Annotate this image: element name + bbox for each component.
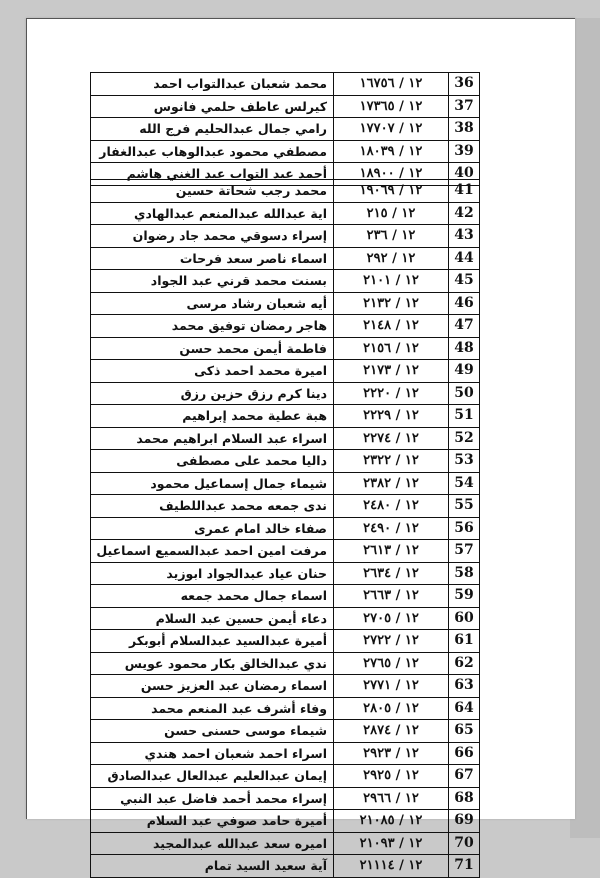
student-name: دينا كرم رزق حزين رزق (91, 382, 334, 405)
registration-code: ١٢ / ١٦٧٥٦ (334, 73, 449, 96)
table-row (91, 630, 480, 653)
row-number: 36 (449, 73, 480, 96)
table-row (91, 517, 480, 540)
student-name: رامي جمال عبدالحليم فرج الله (91, 118, 334, 141)
row-number: 50 (449, 382, 480, 405)
table-row (91, 472, 480, 495)
registration-code: ١٢ / ٢٤٩٠ (334, 517, 449, 540)
registration-code: ١٢ / ٢١٣٢ (334, 292, 449, 315)
registration-code: ١٢ / ٢٢٧٤ (334, 427, 449, 450)
student-name: اسماء رمضان عبد العزيز حسن (91, 675, 334, 698)
registration-code: ١٢ / ١٨٠٣٩ (334, 140, 449, 163)
table-row (91, 315, 480, 338)
registration-code: ١٢ / ٢٢٢٠ (334, 382, 449, 405)
table-row (91, 337, 480, 360)
row-number: 70 (449, 832, 480, 855)
row-number: 65 (449, 720, 480, 743)
table-row (91, 787, 480, 810)
row-number: 37 (449, 95, 480, 118)
student-name: هبة عطية محمد إبراهيم (91, 405, 334, 428)
table-row (91, 360, 480, 383)
student-name: اسماء جمال محمد جمعه (91, 585, 334, 608)
roster-table-bottom (90, 179, 480, 878)
row-number: 60 (449, 607, 480, 630)
registration-code: ١٢ / ٢١٥ (334, 202, 449, 225)
student-name: ندى جمعه محمد عبداللطيف (91, 495, 334, 518)
student-name: إسراء محمد أحمد فاضل عبد النبي (91, 787, 334, 810)
row-number: 71 (449, 855, 480, 878)
row-number: 64 (449, 697, 480, 720)
student-name: ندي عبدالخالق بكار محمود عويس (91, 652, 334, 675)
student-name: أميرة حامد صوفي عبد السلام (91, 810, 334, 833)
student-name: اميرة محمد احمد ذكى (91, 360, 334, 383)
registration-code: ١٢ / ٢٧٠٥ (334, 607, 449, 630)
student-name: دعاء أيمن حسين عبد السلام (91, 607, 334, 630)
table-row (91, 118, 480, 141)
row-number: 53 (449, 450, 480, 473)
registration-code: ١٢ / ٢٢٢٩ (334, 405, 449, 428)
table-row (91, 607, 480, 630)
row-number: 69 (449, 810, 480, 833)
registration-code: ١٢ / ٢٦١٣ (334, 540, 449, 563)
student-name: اسماء ناصر سعد فرحات (91, 247, 334, 270)
row-number: 45 (449, 270, 480, 293)
table-row (91, 180, 480, 203)
row-number: 51 (449, 405, 480, 428)
registration-code: ١٢ / ١٧٣٦٥ (334, 95, 449, 118)
registration-code: ١٢ / ٢١٤٨ (334, 315, 449, 338)
student-name: محمد شعبان عبدالتواب احمد (91, 73, 334, 96)
row-number: 67 (449, 765, 480, 788)
table-row (91, 652, 480, 675)
registration-code: ١٢ / ٢١١١٤ (334, 855, 449, 878)
student-name: أيه شعبان رشاد مرسى (91, 292, 334, 315)
registration-code: ١٢ / ٢١٠١ (334, 270, 449, 293)
table-row (91, 810, 480, 833)
table-row (91, 202, 480, 225)
registration-code: ١٢ / ٢٩٢٣ (334, 742, 449, 765)
registration-code: ١٢ / ٢٩٢ (334, 247, 449, 270)
table-row (91, 855, 480, 878)
table-row (91, 765, 480, 788)
student-name: فاطمة أيمن محمد حسن (91, 337, 334, 360)
table-row (91, 495, 480, 518)
row-number: 47 (449, 315, 480, 338)
registration-code: ١٢ / ٢٩٢٥ (334, 765, 449, 788)
registration-code: ١٢ / ٢٦٦٣ (334, 585, 449, 608)
row-number: 42 (449, 202, 480, 225)
student-name: شيماء موسى حسنى حسن (91, 720, 334, 743)
student-name: مصطفي محمود عبدالوهاب عبدالغفار (91, 140, 334, 163)
table-row (91, 562, 480, 585)
table-row (91, 450, 480, 473)
row-number: 59 (449, 585, 480, 608)
registration-code: ١٢ / ٢٤٨٠ (334, 495, 449, 518)
table-row (91, 95, 480, 118)
row-number: 55 (449, 495, 480, 518)
student-name: صفاء خالد امام عمرى (91, 517, 334, 540)
row-number: 48 (449, 337, 480, 360)
roster-table-bottom-body (91, 180, 480, 878)
table-row (91, 225, 480, 248)
student-name: أحمد عبد التواب عبد الغني هاشم (91, 163, 334, 186)
registration-code: ١٢ / ٢٣٦ (334, 225, 449, 248)
student-name: إيمان عبدالعليم عبدالعال عبدالصادق (91, 765, 334, 788)
table-row (91, 427, 480, 450)
student-name: شيماء جمال إسماعيل محمود (91, 472, 334, 495)
table-row (91, 697, 480, 720)
table-row (91, 540, 480, 563)
registration-code: ١٢ / ٢٧٦٥ (334, 652, 449, 675)
table-row (91, 270, 480, 293)
row-number: 54 (449, 472, 480, 495)
row-number: 38 (449, 118, 480, 141)
registration-code: ١٢ / ٢٩٦٦ (334, 787, 449, 810)
student-name: اسراء احمد شعبان احمد هندي (91, 742, 334, 765)
row-number: 68 (449, 787, 480, 810)
table-row (91, 832, 480, 855)
row-number: 46 (449, 292, 480, 315)
row-number: 44 (449, 247, 480, 270)
table-row (91, 720, 480, 743)
student-name: حنان عياد عبدالجواد ابوزيد (91, 562, 334, 585)
registration-code: ١٢ / ٢٨٧٤ (334, 720, 449, 743)
registration-code: ١٢ / ٢١٠٩٣ (334, 832, 449, 855)
registration-code: ١٢ / ٢١٥٦ (334, 337, 449, 360)
row-number: 61 (449, 630, 480, 653)
registration-code: ١٢ / ٢١٠٨٥ (334, 810, 449, 833)
roster-table-top (90, 72, 480, 186)
student-name: كيرلس عاطف حلمي فانوس (91, 95, 334, 118)
row-number: 58 (449, 562, 480, 585)
registration-code: ١٢ / ٢٧٧١ (334, 675, 449, 698)
row-number: 56 (449, 517, 480, 540)
registration-code: ١٢ / ٢٦٣٤ (334, 562, 449, 585)
student-name: داليا محمد على مصطفى (91, 450, 334, 473)
row-number: 49 (449, 360, 480, 383)
student-name: اميره سعد عبدالله عبدالمجيد (91, 832, 334, 855)
registration-code: ١٢ / ٢٨٠٥ (334, 697, 449, 720)
table-row (91, 675, 480, 698)
student-name: مرفت امين احمد عبدالسميع اسماعيل (91, 540, 334, 563)
row-number: 52 (449, 427, 480, 450)
row-number: 39 (449, 140, 480, 163)
student-name: آية سعيد السيد تمام (91, 855, 334, 878)
registration-code: ١٢ / ١٨٩٠٠ (334, 163, 449, 186)
registration-code: ١٢ / ٢١٧٣ (334, 360, 449, 383)
student-name: محمد رجب شحاتة حسين (91, 180, 334, 203)
row-number: 40 (449, 163, 480, 186)
student-name: وفاء أشرف عبد المنعم محمد (91, 697, 334, 720)
registration-code: ١٢ / ٢٣٨٢ (334, 472, 449, 495)
table-row (91, 292, 480, 315)
table-row (91, 585, 480, 608)
table-row (91, 382, 480, 405)
registration-code: ١٢ / ١٩٠٦٩ (334, 180, 449, 203)
row-number: 66 (449, 742, 480, 765)
row-number: 57 (449, 540, 480, 563)
registration-code: ١٢ / ١٧٧٠٧ (334, 118, 449, 141)
student-name: بسنت محمد قرني عبد الجواد (91, 270, 334, 293)
row-number: 41 (449, 180, 480, 203)
student-name: هاجر رمضان توفيق محمد (91, 315, 334, 338)
registration-code: ١٢ / ٢٧٢٢ (334, 630, 449, 653)
row-number: 63 (449, 675, 480, 698)
table-row (91, 405, 480, 428)
table-row (91, 247, 480, 270)
table-row (91, 73, 480, 96)
student-name: أميرة عبدالسيد عبدالسلام أبوبكر (91, 630, 334, 653)
row-number: 62 (449, 652, 480, 675)
student-name: إسراء دسوقي محمد جاد رضوان (91, 225, 334, 248)
table-row (91, 742, 480, 765)
student-name: اية عبدالله عبدالمنعم عبدالهادي (91, 202, 334, 225)
row-number: 43 (449, 225, 480, 248)
registration-code: ١٢ / ٢٣٢٢ (334, 450, 449, 473)
table-row (91, 140, 480, 163)
roster-table-top-body (91, 73, 480, 186)
student-name: اسراء عبد السلام ابراهيم محمد (91, 427, 334, 450)
